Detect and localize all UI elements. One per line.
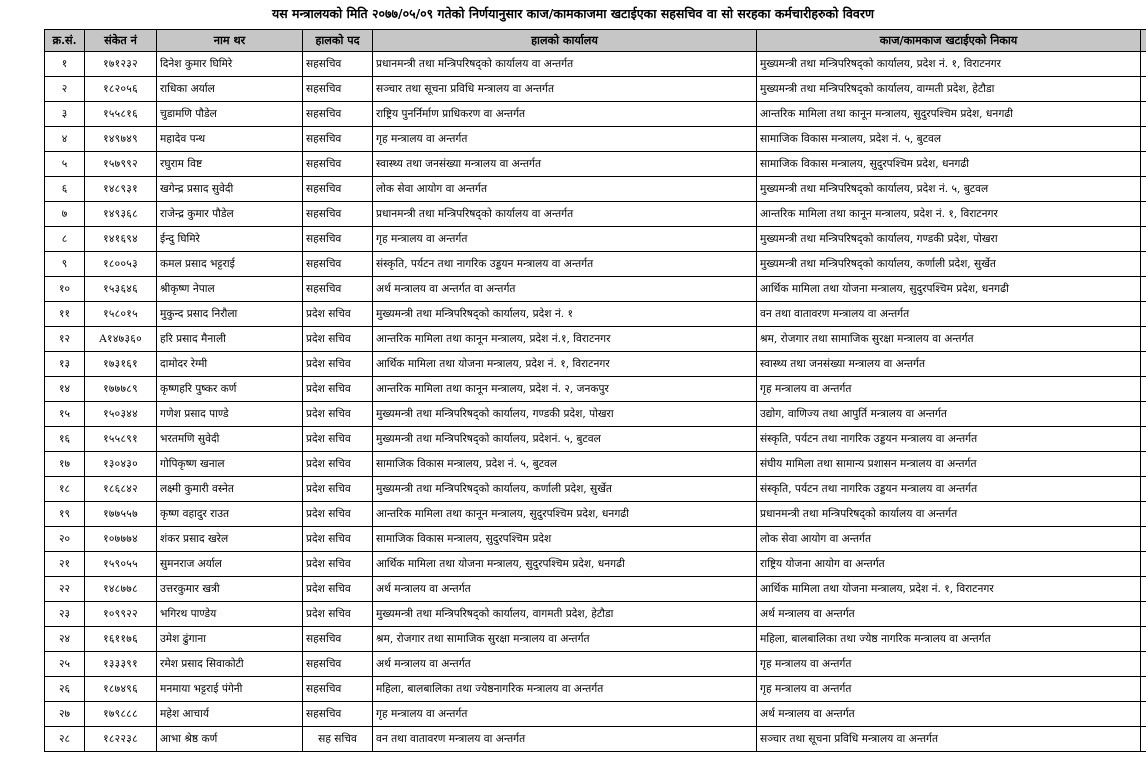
serial-cell: ८	[45, 227, 85, 252]
office-cell: वन तथा वातावरण मन्त्रालय वा अन्तर्गत	[373, 727, 757, 752]
post-cell: प्रदेश सचिव	[303, 502, 373, 527]
code-cell: १४१६९४	[85, 227, 157, 252]
edge-cell	[1141, 377, 1146, 402]
edge-cell	[1141, 677, 1146, 702]
assigned-cell: मुख्यमन्त्री तथा मन्त्रिपरिषद्को कार्यालय, कर्णाली प्रदेश, सुर्खेत	[757, 252, 1141, 277]
assigned-cell: वन तथा वातावरण मन्त्रालय वा अन्तर्गत	[757, 302, 1141, 327]
post-cell: प्रदेश सचिव	[303, 377, 373, 402]
office-cell: आर्थिक मामिला तथा योजना मन्त्रालय, प्रदेश नं. १, विराटनगर	[373, 352, 757, 377]
table-row	[45, 452, 1146, 477]
code-cell: A१४७३६०	[85, 327, 157, 352]
code-cell: १७३१६१	[85, 352, 157, 377]
office-cell: गृह मन्त्रालय वा अन्तर्गत	[373, 227, 757, 252]
edge-cell	[1141, 402, 1146, 427]
post-cell: सहसचिव	[303, 177, 373, 202]
code-cell: १८२२३८	[85, 727, 157, 752]
table-header-row	[45, 30, 1146, 52]
assigned-cell: सामाजिक विकास मन्त्रालय, प्रदेश नं. ५, बुटवल	[757, 127, 1141, 152]
name-cell: राजेन्द्र कुमार पौडेल	[157, 202, 303, 227]
code-cell: १४९७४९	[85, 127, 157, 152]
edge-cell	[1141, 602, 1146, 627]
serial-cell: १९	[45, 502, 85, 527]
table-row	[45, 352, 1146, 377]
code-cell: १४९३६८	[85, 202, 157, 227]
edge-cell	[1141, 302, 1146, 327]
name-cell: उत्तरकुमार खत्री	[157, 577, 303, 602]
post-cell: प्रदेश सचिव	[303, 477, 373, 502]
office-cell: लोक सेवा आयोग वा अन्तर्गत	[373, 177, 757, 202]
post-cell: सहसचिव	[303, 77, 373, 102]
code-cell: १५०३४४	[85, 402, 157, 427]
name-cell: कृष्णहरि पुष्कर कर्ण	[157, 377, 303, 402]
edge-cell	[1141, 277, 1146, 302]
edge-cell	[1141, 577, 1146, 602]
post-cell: सह सचिव	[303, 727, 373, 752]
office-cell: मुख्यमन्त्री तथा मन्त्रिपरिषद्को कार्यालय, वागमती प्रदेश, हेटौडा	[373, 602, 757, 627]
table-row	[45, 677, 1146, 702]
name-cell: भरतमणि सुवेदी	[157, 427, 303, 452]
assigned-cell: आन्तरिक मामिला तथा कानून मन्त्रालय, प्रदेश नं. १, विराटनगर	[757, 202, 1141, 227]
edge-cell	[1141, 202, 1146, 227]
code-cell: १८२०५६	[85, 77, 157, 102]
office-cell: अर्थ मन्त्रालय वा अन्तर्गत वा अन्तर्गत	[373, 277, 757, 302]
edge-cell	[1141, 252, 1146, 277]
header-code: संकेत नं	[85, 30, 157, 52]
post-cell: सहसचिव	[303, 127, 373, 152]
table-row	[45, 527, 1146, 552]
serial-cell: १२	[45, 327, 85, 352]
serial-cell: १	[45, 52, 85, 77]
post-cell: प्रदेश सचिव	[303, 327, 373, 352]
edge-cell	[1141, 327, 1146, 352]
code-cell: १८६८४२	[85, 477, 157, 502]
edge-cell	[1141, 52, 1146, 77]
table-row	[45, 602, 1146, 627]
post-cell: सहसचिव	[303, 202, 373, 227]
name-cell: उमेश ढुंगाना	[157, 627, 303, 652]
assigned-cell: उद्योग, वाणिज्य तथा आपुर्ति मन्त्रालय वा अन्तर्गत	[757, 402, 1141, 427]
office-cell: महिला, बालबालिका तथा ज्येष्ठनागरिक मन्त्रालय वा अन्तर्गत	[373, 677, 757, 702]
name-cell: आभा श्रेष्ठ कर्ण	[157, 727, 303, 752]
table-row	[45, 152, 1146, 177]
edge-cell	[1141, 177, 1146, 202]
table-row	[45, 727, 1146, 752]
serial-cell: २१	[45, 552, 85, 577]
assigned-cell: मुख्यमन्त्री तथा मन्त्रिपरिषद्को कार्यालय, प्रदेश नं. १, विराटनगर	[757, 52, 1141, 77]
name-cell: शंकर प्रसाद खरेल	[157, 527, 303, 552]
office-cell: आन्तरिक मामिला तथा कानून मन्त्रालय, प्रदेश नं.१, विराटनगर	[373, 327, 757, 352]
code-cell: १५५८१६	[85, 102, 157, 127]
code-cell: १४८७७८	[85, 577, 157, 602]
name-cell: रघुराम विष्ट	[157, 152, 303, 177]
name-cell: राधिका अर्याल	[157, 77, 303, 102]
assigned-cell: सञ्चार तथा सूचना प्रविधि मन्त्रालय वा अन्तर्गत	[757, 727, 1141, 752]
table-row	[45, 427, 1146, 452]
serial-cell: १७	[45, 452, 85, 477]
edge-cell	[1141, 152, 1146, 177]
code-cell: १५३६४६	[85, 277, 157, 302]
name-cell: श्रीकृष्ण नेपाल	[157, 277, 303, 302]
serial-cell: २७	[45, 702, 85, 727]
table-row	[45, 327, 1146, 352]
name-cell: खगेन्द्र प्रसाद सुवेदी	[157, 177, 303, 202]
assigned-cell: संघीय मामिला तथा सामान्य प्रशासन मन्त्रालय वा अन्तर्गत	[757, 452, 1141, 477]
edge-cell	[1141, 452, 1146, 477]
assigned-cell: गृह मन्त्रालय वा अन्तर्गत	[757, 377, 1141, 402]
header-serial: क्र.सं.	[45, 30, 85, 52]
name-cell: सुमनराज अर्याल	[157, 552, 303, 577]
name-cell: ईन्दु घिमिरे	[157, 227, 303, 252]
code-cell: १६११७६	[85, 627, 157, 652]
name-cell: दिनेश कुमार घिमिरे	[157, 52, 303, 77]
serial-cell: १४	[45, 377, 85, 402]
post-cell: सहसचिव	[303, 652, 373, 677]
assigned-cell: गृह मन्त्रालय वा अन्तर्गत	[757, 677, 1141, 702]
post-cell: प्रदेश सचिव	[303, 402, 373, 427]
edge-cell	[1141, 502, 1146, 527]
name-cell: रमेश प्रसाद सिवाकोटी	[157, 652, 303, 677]
code-cell: १८७४९६	[85, 677, 157, 702]
table-row	[45, 477, 1146, 502]
table-row	[45, 577, 1146, 602]
serial-cell: ११	[45, 302, 85, 327]
post-cell: प्रदेश सचिव	[303, 527, 373, 552]
table-row	[45, 102, 1146, 127]
code-cell: १३०४३०	[85, 452, 157, 477]
post-cell: प्रदेश सचिव	[303, 452, 373, 477]
name-cell: कमल प्रसाद भट्टराई	[157, 252, 303, 277]
office-cell: आन्तरिक मामिला तथा कानून मन्त्रालय, प्रदेश नं. २, जनकपुर	[373, 377, 757, 402]
office-cell: मुख्यमन्त्री तथा मन्त्रिपरिषद्को कार्यालय, गण्डकी प्रदेश, पोखरा	[373, 402, 757, 427]
assigned-cell: सामाजिक विकास मन्त्रालय, सुदुरपश्चिम प्रदेश, धनगढी	[757, 152, 1141, 177]
header-edge	[1141, 30, 1146, 52]
code-cell: १५७९९२	[85, 152, 157, 177]
serial-cell: २५	[45, 652, 85, 677]
post-cell: सहसचिव	[303, 227, 373, 252]
code-cell: १७७७८९	[85, 377, 157, 402]
assigned-cell: अर्थ मन्त्रालय वा अन्तर्गत	[757, 602, 1141, 627]
office-cell: सञ्चार तथा सूचना प्रविधि मन्त्रालय वा अन्तर्गत	[373, 77, 757, 102]
assigned-cell: गृह मन्त्रालय वा अन्तर्गत	[757, 652, 1141, 677]
table-row	[45, 627, 1146, 652]
header-assigned: काज/कामकाज खटाईएको निकाय	[757, 30, 1141, 52]
serial-cell: १८	[45, 477, 85, 502]
table-row	[45, 552, 1146, 577]
assigned-cell: आर्थिक मामिला तथा योजना मन्त्रालय, प्रदेश नं. १, विराटनगर	[757, 577, 1141, 602]
post-cell: सहसचिव	[303, 677, 373, 702]
serial-cell: १०	[45, 277, 85, 302]
serial-cell: २२	[45, 577, 85, 602]
office-cell: श्रम, रोजगार तथा सामाजिक सुरक्षा मन्त्रालय वा अन्तर्गत	[373, 627, 757, 652]
page-title: यस मन्त्रालयको मिति २०७७/०५/०९ गतेको निर्णयानुसार काज/कामकाजमा खटाईएका सहसचिव वा सो सरहका कर्मचारीहरुको विवरण	[271, 6, 875, 21]
name-cell: लक्ष्मी कुमारी वस्नेत	[157, 477, 303, 502]
name-cell: कृष्ण वहादुर राउत	[157, 502, 303, 527]
serial-cell: ९	[45, 252, 85, 277]
office-cell: गृह मन्त्रालय वा अन्तर्गत	[373, 702, 757, 727]
code-cell: १०७७७४	[85, 527, 157, 552]
header-name: नाम थर	[157, 30, 303, 52]
serial-cell: २६	[45, 677, 85, 702]
post-cell: प्रदेश सचिव	[303, 352, 373, 377]
serial-cell: २८	[45, 727, 85, 752]
post-cell: सहसचिव	[303, 627, 373, 652]
table-row	[45, 402, 1146, 427]
edge-cell	[1141, 552, 1146, 577]
serial-cell: ५	[45, 152, 85, 177]
name-cell: गणेश प्रसाद पाण्डे	[157, 402, 303, 427]
serial-cell: ७	[45, 202, 85, 227]
code-cell: १८००५३	[85, 252, 157, 277]
table-row	[45, 652, 1146, 677]
office-cell: संस्कृति, पर्यटन तथा नागरिक उड्डयन मन्त्रालय वा अन्तर्गत	[373, 252, 757, 277]
assigned-cell: श्रम, रोजगार तथा सामाजिक सुरक्षा मन्त्रालय वा अन्तर्गत	[757, 327, 1141, 352]
edge-cell	[1141, 652, 1146, 677]
office-cell: अर्थ मन्त्रालय वा अन्तर्गत	[373, 577, 757, 602]
code-cell: १७७५५७	[85, 502, 157, 527]
table-row	[45, 177, 1146, 202]
office-cell: प्रधानमन्त्री तथा मन्त्रिपरिषद्को कार्यालय वा अन्तर्गत	[373, 202, 757, 227]
office-cell: आर्थिक मामिला तथा योजना मन्त्रालय, सुदुरपश्चिम प्रदेश, धनगढी	[373, 552, 757, 577]
serial-cell: २०	[45, 527, 85, 552]
table-body	[45, 52, 1146, 752]
edge-cell	[1141, 427, 1146, 452]
name-cell: मुकुन्द प्रसाद निरौला	[157, 302, 303, 327]
table-row	[45, 502, 1146, 527]
table-row	[45, 252, 1146, 277]
table-row	[45, 377, 1146, 402]
name-cell: गोपिकृष्ण खनाल	[157, 452, 303, 477]
office-cell: गृह मन्त्रालय वा अन्तर्गत	[373, 127, 757, 152]
serial-cell: २	[45, 77, 85, 102]
serial-cell: ३	[45, 102, 85, 127]
serial-cell: २३	[45, 602, 85, 627]
assignment-table	[44, 29, 1146, 752]
code-cell: १७९८८८	[85, 702, 157, 727]
code-cell: १४८९३१	[85, 177, 157, 202]
code-cell: १५५८९१	[85, 427, 157, 452]
post-cell: प्रदेश सचिव	[303, 427, 373, 452]
edge-cell	[1141, 352, 1146, 377]
office-cell: मुख्यमन्त्री तथा मन्त्रिपरिषद्को कार्यालय, प्रदेशनं. ५, बुटवल	[373, 427, 757, 452]
serial-cell: २४	[45, 627, 85, 652]
post-cell: सहसचिव	[303, 52, 373, 77]
edge-cell	[1141, 727, 1146, 752]
table-row	[45, 52, 1146, 77]
name-cell: हरि प्रसाद मैनाली	[157, 327, 303, 352]
serial-cell: ६	[45, 177, 85, 202]
table-row	[45, 302, 1146, 327]
edge-cell	[1141, 77, 1146, 102]
code-cell: १०९९२२	[85, 602, 157, 627]
post-cell: प्रदेश सचिव	[303, 302, 373, 327]
assigned-cell: संस्कृति, पर्यटन तथा नागरिक उड्डयन मन्त्रालय वा अन्तर्गत	[757, 477, 1141, 502]
post-cell: प्रदेश सचिव	[303, 602, 373, 627]
assigned-cell: संस्कृति, पर्यटन तथा नागरिक उड्डयन मन्त्रालय वा अन्तर्गत	[757, 427, 1141, 452]
serial-cell: १६	[45, 427, 85, 452]
table-row	[45, 202, 1146, 227]
assigned-cell: मुख्यमन्त्री तथा मन्त्रिपरिषद्को कार्यालय, वाग्मती प्रदेश, हेटौडा	[757, 77, 1141, 102]
assigned-cell: राष्ट्रिय योजना आयोग वा अन्तर्गत	[757, 552, 1141, 577]
assigned-cell: अर्थ मन्त्रालय वा अन्तर्गत	[757, 702, 1141, 727]
post-cell: सहसचिव	[303, 152, 373, 177]
assigned-cell: स्वास्थ्य तथा जनसंख्या मन्त्रालय वा अन्तर्गत	[757, 352, 1141, 377]
office-cell: सामाजिक विकास मन्त्रालय, प्रदेश नं. ५, बुटवल	[373, 452, 757, 477]
edge-cell	[1141, 102, 1146, 127]
table-row	[45, 77, 1146, 102]
edge-cell	[1141, 127, 1146, 152]
post-cell: सहसचिव	[303, 702, 373, 727]
assigned-cell: मुख्यमन्त्री तथा मन्त्रिपरिषद्को कार्यालय, प्रदेश नं. ५, बुटवल	[757, 177, 1141, 202]
name-cell: मनमाया भट्टराई पंगेनी	[157, 677, 303, 702]
header-post: हालको पद	[303, 30, 373, 52]
office-cell: स्वास्थ्य तथा जनसंख्या मन्त्रालय वा अन्तर्गत	[373, 152, 757, 177]
edge-cell	[1141, 527, 1146, 552]
name-cell: महादेव पन्थ	[157, 127, 303, 152]
post-cell: सहसचिव	[303, 102, 373, 127]
name-cell: भगिरथ पाण्डेय	[157, 602, 303, 627]
table-row	[45, 127, 1146, 152]
code-cell: १३३३९१	[85, 652, 157, 677]
table-row	[45, 227, 1146, 252]
office-cell: प्रधानमन्त्री तथा मन्त्रिपरिषद्को कार्यालय वा अन्तर्गत	[373, 52, 757, 77]
serial-cell: १५	[45, 402, 85, 427]
assigned-cell: प्रधानमन्त्री तथा मन्त्रिपरिषद्को कार्यालय वा अन्तर्गत	[757, 502, 1141, 527]
post-cell: सहसचिव	[303, 277, 373, 302]
edge-cell	[1141, 477, 1146, 502]
post-cell: प्रदेश सचिव	[303, 552, 373, 577]
edge-cell	[1141, 702, 1146, 727]
office-cell: अर्थ मन्त्रालय वा अन्तर्गत	[373, 652, 757, 677]
code-cell: १७१२३२	[85, 52, 157, 77]
assigned-cell: मुख्यमन्त्री तथा मन्त्रिपरिषद्को कार्यालय, गण्डकी प्रदेश, पोखरा	[757, 227, 1141, 252]
name-cell: चुडामणि पौडेल	[157, 102, 303, 127]
name-cell: दामोदर रेग्मी	[157, 352, 303, 377]
office-cell: मुख्यमन्त्री तथा मन्त्रिपरिषद्को कार्यालय, प्रदेश नं. १	[373, 302, 757, 327]
office-cell: मुख्यमन्त्री तथा मन्त्रिपरिषद्को कार्यालय, कर्णाली प्रदेश, सुर्खेत	[373, 477, 757, 502]
code-cell: १५८०१५	[85, 302, 157, 327]
table-row	[45, 277, 1146, 302]
office-cell: राष्ट्रिय पुनर्निर्माण प्राधिकरण वा अन्तर्गत	[373, 102, 757, 127]
serial-cell: ४	[45, 127, 85, 152]
assigned-cell: आन्तरिक मामिला तथा कानून मन्त्रालय, सुदुरपश्चिम प्रदेश, धनगढी	[757, 102, 1141, 127]
assigned-cell: महिला, बालबालिका तथा ज्येष्ठ नागरिक मन्त्रालय वा अन्तर्गत	[757, 627, 1141, 652]
table-row	[45, 702, 1146, 727]
office-cell: सामाजिक विकास मन्त्रालय, सुदुरपश्चिम प्रदेश	[373, 527, 757, 552]
code-cell: १५९०५५	[85, 552, 157, 577]
edge-cell	[1141, 627, 1146, 652]
post-cell: सहसचिव	[303, 252, 373, 277]
header-office: हालको कार्यालय	[373, 30, 757, 52]
office-cell: आन्तरिक मामिला तथा कानून मन्त्रालय, सुदुरपश्चिम प्रदेश, धनगढी	[373, 502, 757, 527]
post-cell: प्रदेश सचिव	[303, 577, 373, 602]
assigned-cell: लोक सेवा आयोग वा अन्तर्गत	[757, 527, 1141, 552]
name-cell: महेश आचार्य	[157, 702, 303, 727]
serial-cell: १३	[45, 352, 85, 377]
edge-cell	[1141, 227, 1146, 252]
assigned-cell: आर्थिक मामिला तथा योजना मन्त्रालय, सुदुरपश्चिम प्रदेश, धनगढी	[757, 277, 1141, 302]
